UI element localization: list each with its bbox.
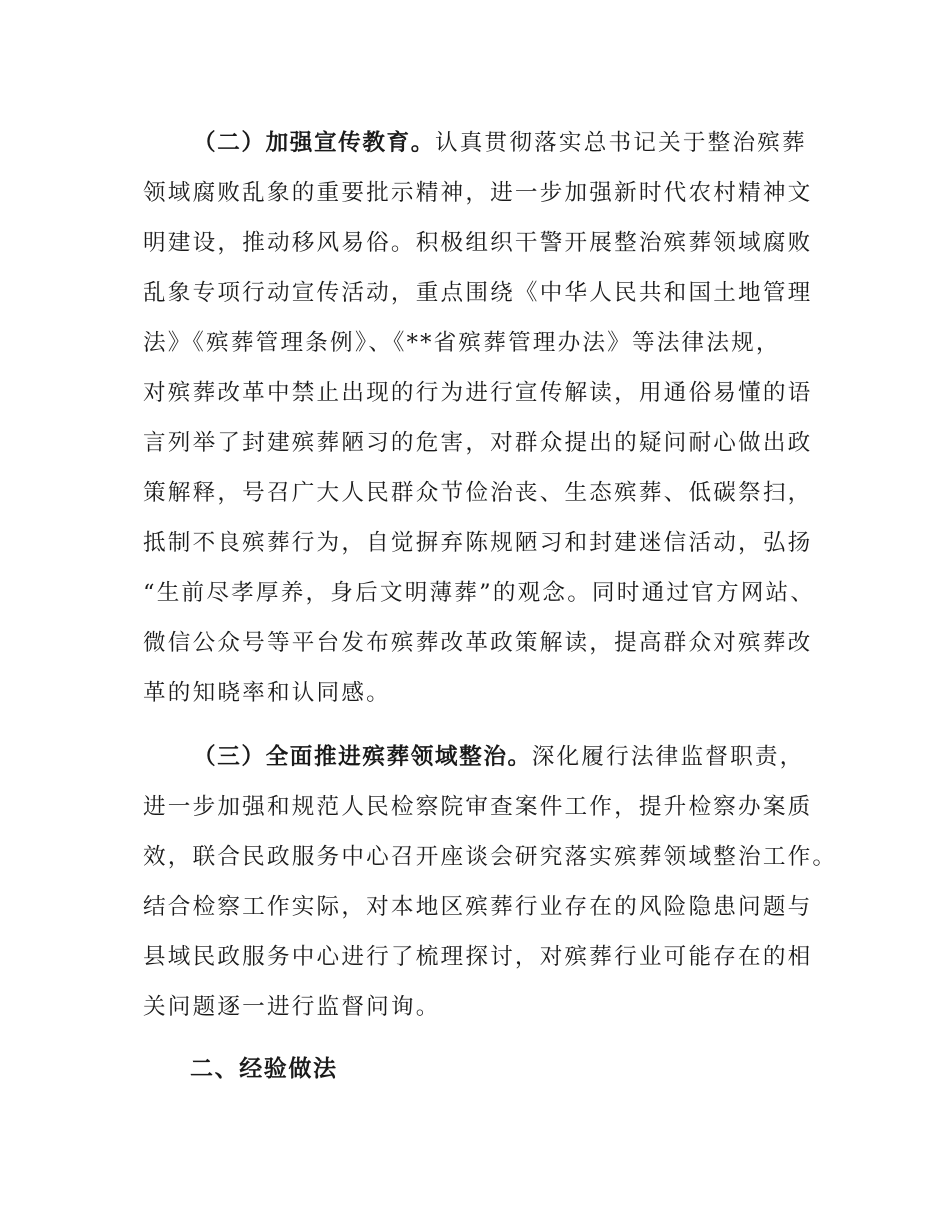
paragraph-line (193, 128, 807, 158)
paragraph-line: 领域腐败乱象的重要批示精神，进一步加强新时代农村精神文 (143, 180, 813, 206)
paragraph-line: 言列举了封建殡葬陋习的危害，对群众提出的疑问耐心做出政 (143, 430, 813, 456)
paragraph-line: 关问题逐一进行监督问询。 (143, 994, 441, 1020)
paragraph-line: 进一步加强和规范人民检察院审查案件工作，提升检察办案质 (143, 794, 813, 820)
paragraph-line: “生前尽孝厚养，身后文明薄葬”的观念。同时通过官方网站、 (143, 580, 816, 606)
section-heading: （三）全面推进殡葬领域整治。 (193, 744, 532, 770)
paragraph-line: 效，联合民政服务中心召开座谈会研究落实殡葬领域整治工作。 (143, 844, 838, 870)
paragraph-line: 县域民政服务中心进行了梳理探讨，对殡葬行业可能存在的相 (143, 944, 813, 970)
paragraph-line: 革的知晓率和认同感。 (143, 680, 391, 706)
paragraph-line: 明建设，推动移风易俗。积极组织干警开展整治殡葬领域腐败 (143, 230, 813, 256)
paragraph-line (193, 742, 804, 772)
paragraph-line: 策解释，号召广大人民群众节俭治丧、生态殡葬、低碳祭扫， (143, 480, 813, 506)
paragraph-text: 深化履行法律监督职责， (531, 744, 805, 770)
paragraph-line: 结合检察工作实际，对本地区殡葬行业存在的风险隐患问题与 (143, 894, 813, 920)
paragraph-text: 认真贯彻落实总书记关于整治殡葬 (434, 130, 807, 156)
paragraph-line: 微信公众号等平台发布殡葬改革政策解读，提高群众对殡葬改 (143, 630, 813, 656)
paragraph-line: 抵制不良殡葬行为，自觉摒弃陈规陋习和封建迷信活动，弘扬 (143, 530, 813, 556)
paragraph-line: 乱象专项行动宣传活动，重点围绕《中华人民共和国土地管理 (143, 280, 813, 306)
part-heading: 二、经验做法 (190, 1056, 338, 1082)
section-heading: （二）加强宣传教育。 (193, 130, 435, 156)
paragraph-line: 法》《殡葬管理条例》、《**省殡葬管理办法》等法律法规， (143, 330, 781, 356)
paragraph-line: 对殡葬改革中禁止出现的行为进行宣传解读，用通俗易懂的语 (143, 380, 813, 406)
